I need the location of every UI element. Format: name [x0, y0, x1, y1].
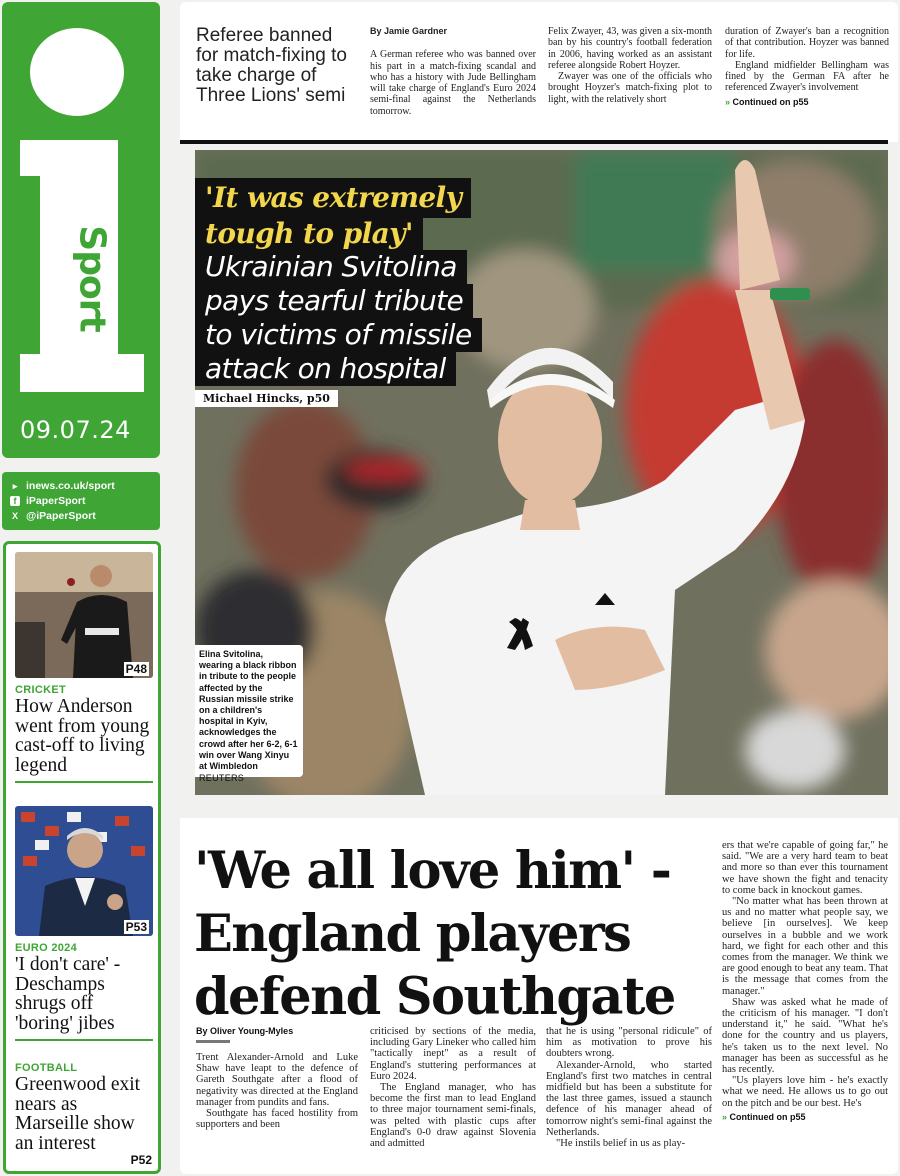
top-story-byline: By Jamie Gardner	[370, 26, 448, 36]
promo-image-anderson	[15, 552, 153, 678]
top-story-col1: By Jamie Gardner A German referee who was banned over his part in a match-fixing scandal and who has a history with Jude Bellingham will take charge of England's Euro 2024 semi-final against the Netherlands tomorrow.	[370, 26, 536, 117]
quote-line-2: tough to play'	[195, 214, 423, 254]
top-story-col3: duration of Zwayer's ban a recognition of that contribution. Hoyzer was banned for life. England midfielder Bellingham was fined by the German FA after he referenced Zwayer's involvement » Continued on p55	[725, 26, 889, 107]
promo-page: P48	[125, 662, 147, 676]
main-story-col4: ers that we're capable of going far," he said. "We are a very hard team to beat and more so than ever this tournament we have shown the fight and tenacity to come back in knockout games. "No matter what has been thrown at us and no matter what people say, we believe [in ourselves]. We keep ourselves in a bubble and we work hard, we fight for each other and this comes from the manager. We think we are good enough to beat any team. That is the message that comes from the manager." Shaw was asked what he made of the criticism of his manager. "I don't understand it," he said. "What he's done for the country and us players, he's taken us to the next level. No manager has been as successful as he has recently. "Us players love him - he's exactly what we need. He allows us to go out on the pitch and be our best. He's » Continued on p55	[722, 840, 889, 1122]
photo-headline-line: pays tearful tribute	[195, 284, 473, 318]
photo-headline-line: to victims of missile	[195, 318, 482, 352]
main-story-col3: that he is using "personal ridicule" of him as motivation to prove his doubters wrong. Alexander-Arnold, who started England's first two matches in central midfield but has been a substitute for the last three games, issued a staunch defence of his manager ahead of tomorrow night's semi-final against the Netherlands. "He instils belief in us as play-	[546, 1026, 712, 1150]
photo-credit: REUTERS	[199, 773, 245, 784]
photo-headline-line: Ukrainian Svitolina	[195, 250, 467, 284]
top-story[interactable]	[180, 2, 898, 142]
promo-category: CRICKET	[15, 684, 66, 696]
facebook-icon: f	[10, 496, 20, 506]
main-story-headline: 'We all love him' - England players defend Southgate	[194, 841, 675, 1027]
issue-date: 09.07.24	[20, 416, 131, 444]
promo-category: EURO 2024	[15, 942, 78, 954]
promo-image-deschamps	[15, 806, 153, 936]
main-story-col2: criticised by sections of the media, including Gary Lineker who called him "tactically inept" as a result of England's stuttering performances at Euro 2024. The England manager, who has become the first man to lead England to three major tournament semi-finals, was pelted with plastic cups after England's 0-0 draw against Slovenia and admitted	[370, 1026, 536, 1150]
promo-page: P53	[125, 920, 147, 934]
masthead	[2, 2, 160, 458]
continued-link[interactable]: » Continued on p55	[722, 1111, 806, 1122]
promo-cricket[interactable]	[15, 552, 153, 783]
social-facebook[interactable]: f iPaperSport	[10, 493, 152, 508]
quote-line-1: 'It was extremely	[195, 178, 471, 218]
social-web[interactable]: ▸ inews.co.uk/sport	[10, 478, 152, 493]
promo-football[interactable]	[15, 1056, 153, 1153]
promo-headline: How Anderson went from young cast-off to living legend	[15, 696, 150, 776]
promo-sidebar	[3, 541, 161, 1174]
main-story-byline: By Oliver Young-Myles	[196, 1026, 294, 1036]
top-story-col2: Felix Zwayer, 43, was given a six-month ban by his country's football federation in 2006, having worked as an assistant referee alongside Robert Hoyzer. Zwayer was one of the officials who brought Hoyzer's match-fixing plot to light, with the relatively short	[548, 26, 712, 105]
section-label: Sport	[71, 224, 113, 332]
photo-caption: Elina Svitolina, wearing a black ribbon in tribute to the people affected by the Russian missile strike on a children's hospital in Kyiv, acknowledges the crowd after her 6-2, 6-1 win over Wang Xinyu at Wimbledon REUTERS	[195, 645, 303, 777]
social-links	[2, 472, 160, 530]
section-divider	[180, 140, 888, 144]
promo-headline: 'I don't care' - Deschamps shrugs off 'boring' jibes	[15, 954, 121, 1034]
promo-page: P52	[130, 1153, 152, 1167]
masthead-dot	[30, 28, 124, 116]
photo-story-byline[interactable]: Michael Hincks, p50	[195, 390, 338, 407]
web-icon: ▸	[12, 480, 18, 491]
promo-category: FOOTBALL	[15, 1062, 78, 1074]
promo-headline: Greenwood exit nears as Marseille show an interest	[15, 1074, 141, 1154]
main-story-col1: Trent Alexander-Arnold and Luke Shaw have leapt to the defence of Gareth Southgate after a flood of negativity was directed at the England manager from pundits and fans. Southgate has faced hostility from supporters and been	[196, 1052, 358, 1131]
photo-headline-line: attack on hospital	[195, 352, 456, 386]
social-x[interactable]: X @iPaperSport	[11, 509, 96, 522]
continued-link[interactable]: » Continued on p55	[725, 96, 809, 107]
promo-euro[interactable]	[15, 806, 153, 1041]
x-icon: X	[11, 510, 18, 521]
top-story-headline: Referee banned for match-fixing to take charge of Three Lions' semi	[196, 25, 347, 106]
main-story[interactable]	[180, 818, 898, 1174]
